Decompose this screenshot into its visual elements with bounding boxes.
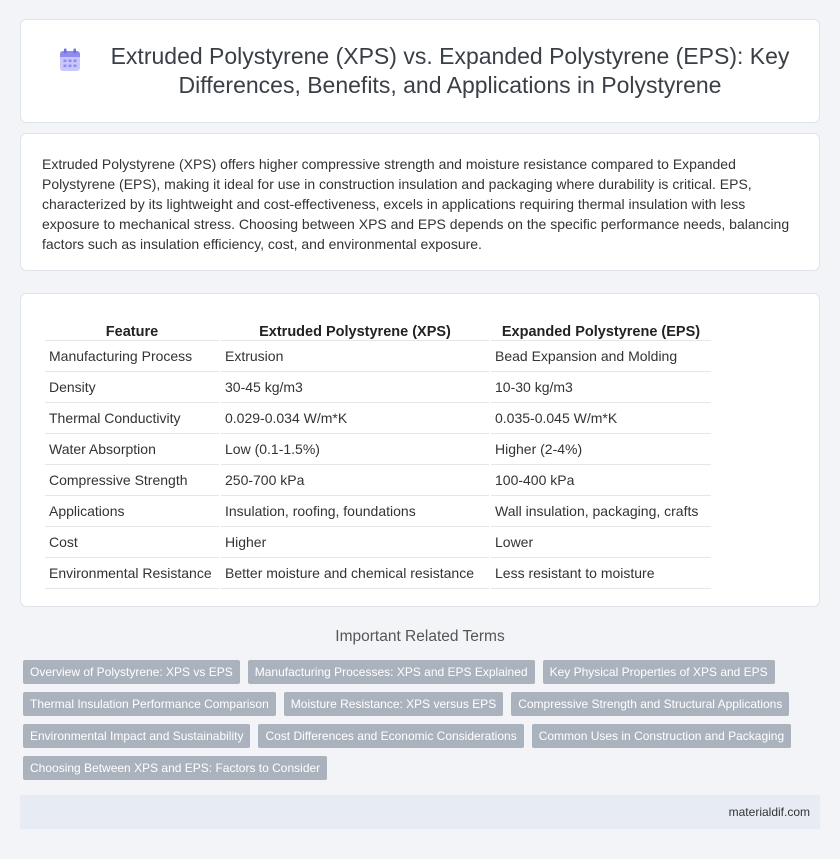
table-row [45,496,711,527]
feature-cell: Density [45,372,219,403]
related-term-tag[interactable]: Cost Differences and Economic Considerations [258,724,523,748]
xps-cell: 30-45 kg/m3 [221,372,489,403]
table-row [45,465,711,496]
table-row [45,341,711,372]
comparison-card [20,293,820,607]
header-xps: Extruded Polystyrene (XPS) [221,314,489,341]
table-header-row [45,314,711,341]
feature-cell: Water Absorption [45,434,219,465]
related-term-tag[interactable]: Compressive Strength and Structural Applications [511,692,789,716]
feature-cell: Cost [45,527,219,558]
xps-cell: Extrusion [221,341,489,372]
eps-cell: Wall insulation, packaging, crafts [491,496,711,527]
related-term-tag[interactable]: Key Physical Properties of XPS and EPS [543,660,775,684]
related-term-tag[interactable]: Overview of Polystyrene: XPS vs EPS [23,660,240,684]
related-terms-heading: Important Related Terms [335,628,505,645]
footer-site-link[interactable]: materialdif.com [728,805,810,819]
related-term-tag[interactable]: Environmental Impact and Sustainability [23,724,250,748]
feature-cell: Thermal Conductivity [45,403,219,434]
xps-cell: 0.029-0.034 W/m*K [221,403,489,434]
page-title: Extruded Polystyrene (XPS) vs. Expanded Polystyrene (EPS): Key Differences, Benefits, and Applications in Polystyrene [110,43,790,98]
xps-cell: Insulation, roofing, foundations [221,496,489,527]
xps-cell: Better moisture and chemical resistance [221,558,489,589]
intro-card [20,133,820,271]
xps-cell: Low (0.1-1.5%) [221,434,489,465]
header-eps: Expanded Polystyrene (EPS) [491,314,711,341]
feature-cell: Manufacturing Process [45,341,219,372]
eps-cell: Higher (2-4%) [491,434,711,465]
footer [20,795,820,829]
related-term-tag[interactable]: Common Uses in Construction and Packaging [532,724,791,748]
table-row [45,434,711,465]
related-term-tag[interactable]: Moisture Resistance: XPS versus EPS [284,692,503,716]
related-terms-list [23,660,803,780]
xps-cell: 250-700 kPa [221,465,489,496]
related-term-tag[interactable]: Choosing Between XPS and EPS: Factors to Consider [23,756,327,780]
table-row [45,372,711,403]
header-feature: Feature [45,314,219,341]
eps-cell: 10-30 kg/m3 [491,372,711,403]
eps-cell: 100-400 kPa [491,465,711,496]
related-term-tag[interactable]: Thermal Insulation Performance Comparison [23,692,276,716]
feature-cell: Environmental Resistance [45,558,219,589]
eps-cell: 0.035-0.045 W/m*K [491,403,711,434]
xps-cell: Higher [221,527,489,558]
table-row [45,558,711,589]
eps-cell: Lower [491,527,711,558]
eps-cell: Less resistant to moisture [491,558,711,589]
table-row [45,527,711,558]
feature-cell: Compressive Strength [45,465,219,496]
title-card [20,19,820,123]
table-row [45,403,711,434]
eps-cell: Bead Expansion and Molding [491,341,711,372]
intro-paragraph: Extruded Polystyrene (XPS) offers higher compressive strength and moisture resistance compared to Expanded Polystyrene (EPS), making it ideal for use in construction insulation and packaging where durability is critical. EPS, characterized by its lightweight and cost-effectiveness, excels in applications requiring thermal insulation with less exposure to mechanical stress. Choosing between XPS and EPS depends on the specific performance needs, balancing factors such as insulation efficiency, cost, and environmental exposure. [42,156,790,252]
related-term-tag[interactable]: Manufacturing Processes: XPS and EPS Explained [248,660,535,684]
comparison-table [43,314,713,589]
feature-cell: Applications [45,496,219,527]
